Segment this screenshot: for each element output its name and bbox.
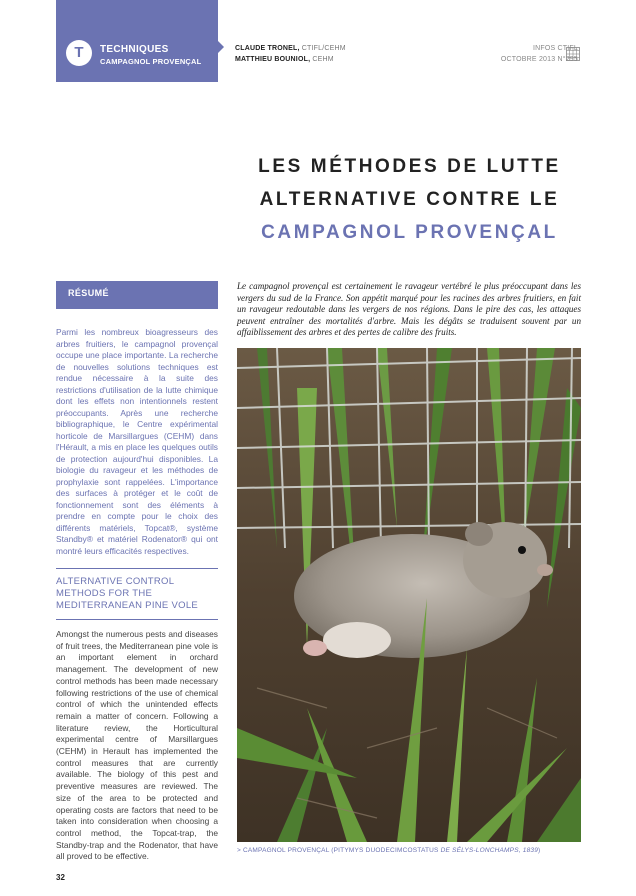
vole-photo-illustration (237, 348, 581, 842)
title-line-2: ALTERNATIVE CONTRE LE (259, 189, 560, 210)
issue-date: OCTOBRE 2013 N°295 (500, 56, 578, 63)
grid-icon (566, 47, 580, 61)
title-line-1: LES MÉTHODES DE LUTTE (258, 156, 561, 177)
title-line-3: CAMPAGNOL PROVENÇAL (261, 222, 558, 243)
authors (235, 43, 346, 65)
author-2: MATTHIEU BOUNIOL, CEHM (235, 56, 334, 63)
issue-publication: INFOS CTIFL (533, 45, 578, 52)
divider (56, 619, 218, 620)
section-letter-badge: T (66, 40, 92, 66)
resume-text: Parmi les nombreux bioagresseurs des arbres fruitiers, le campagnol provençal occupe une place importante. La recherche de nouvelles solutions techniques est rendue nécessaire à la suite des restrictions d'utilisation de la lutte chimique dont les effets non intentionnels restent préoccupants. Après une recherche bibliographique, le Centre expérimental horticole de Marsillargues (CEHM) dans l'Hérault, a mis en place les quelques outils de protection aujourd'hui disponibles. La biologie du ravageur et les méthodes de prophylaxie sont rappelées. L'importance des surfaces à protéger et le coût de fonctionnement sont des éléments à prendre en compte pour le choix des différents matériels, Topcat®, système Standby® et matériel Rodenator® qui ont montré leurs efficacités respectives. (56, 327, 218, 556)
divider (56, 568, 218, 569)
lead-paragraph: Le campagnol provençal est certainement le ravageur vertébré le plus préoccupant dans les vergers du sud de la France. Son appétit marqué pour les racines des arbres fruitiers, en fait un ravageur redoutable dans les vergers de nos régions. Dans le pire des cas, les attaques peuvent entraîner des mortalités d'arbre. Mais les dégâts se traduisent souvent par un affaiblissement des arbres et des pertes de calibre des fruits. (237, 281, 581, 338)
resume-header (56, 281, 218, 309)
english-abstract: Amongst the numerous pests and diseases of fruit trees, the Mediterranean pine vole is an important element in orchard management. The development of new control methods has been made necessary following restrictions of the use of chemical control of which the unintended effects remain a matter of concern. Following a literature review, the Horticultural experimental centre of Marsillargues (CEHM) in Herault has implemented the control measures that are currently available. The biology of this pest and preventive measures are reviewed. The size of the area to be protected and operating costs are factors that need to be taken into consideration when choosing a control method, the Topcat-trap, the Standby-trap and the Rodenator, that have all proved to be effective. (56, 629, 218, 862)
article-title (232, 150, 587, 249)
tab-notch (218, 41, 224, 53)
resume-label: RÉSUMÉ (68, 288, 109, 298)
section-tab (56, 0, 218, 82)
vole-photo (237, 348, 581, 842)
photo-caption: > CAMPAGNOL PROVENÇAL (PITYMYS DUODECIMCOSTATUS DE SÉLYS-LONCHAMPS, 1839) (237, 847, 541, 854)
section-title: TECHNIQUES (100, 44, 169, 55)
section-subtitle: CAMPAGNOL PROVENÇAL (100, 57, 202, 66)
english-title: ALTERNATIVE CONTROL METHODS FOR THE MEDITERRANEAN PINE VOLE (56, 576, 199, 611)
author-1: CLAUDE TRONEL, CTIFL/CEHM (235, 45, 346, 52)
page-number: 32 (56, 873, 65, 882)
